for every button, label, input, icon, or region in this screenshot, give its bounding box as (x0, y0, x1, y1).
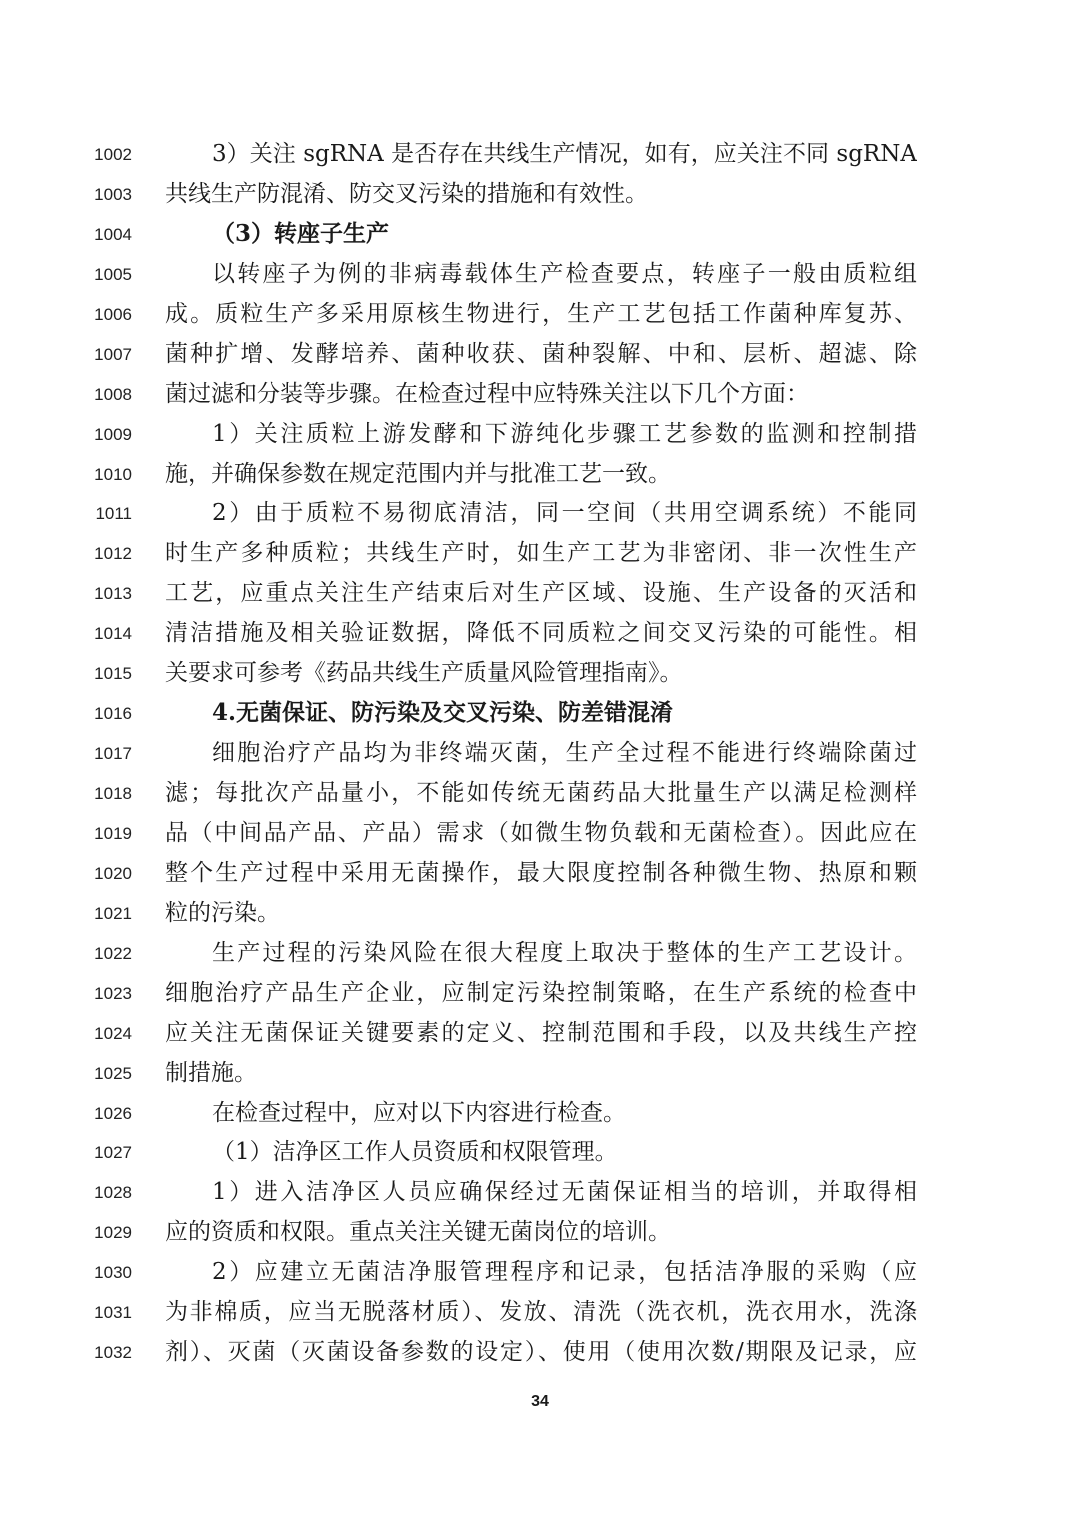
document-line (0, 1015, 1080, 1055)
line-number: 1030 (94, 1263, 132, 1283)
line-text: 关要求可参考《药品共线生产质量风险管理指南》。 (165, 660, 683, 687)
line-text: 清洁措施及相关验证数据，降低不同质粒之间交叉污染的可能性。相 (165, 620, 917, 647)
document-line (0, 615, 1080, 655)
page-number: 34 (531, 1393, 549, 1410)
document-line (0, 575, 1080, 615)
document-line (0, 855, 1080, 895)
document-line (0, 935, 1080, 975)
document-line (0, 695, 1080, 735)
document-line (0, 416, 1080, 456)
document-line (0, 495, 1080, 535)
document-line (0, 535, 1080, 575)
document-line (0, 775, 1080, 815)
line-text: 时生产多种质粒；共线生产时，如生产工艺为非密闭、非一次性生产 (165, 540, 917, 567)
line-number: 1010 (94, 464, 132, 484)
section-heading: （3）转座子生产 (212, 219, 390, 247)
line-text: 细胞治疗产品生产企业，应制定污染控制策略，在生产系统的检查中 (165, 979, 917, 1006)
document-line (0, 1095, 1080, 1135)
line-text: 施，并确保参数在规定范围内并与批准工艺一致。 (165, 460, 671, 487)
line-text: 工艺，应重点关注生产结束后对生产区域、设施、生产设备的灭活和 (165, 580, 917, 607)
document-line (0, 975, 1080, 1015)
line-text: 3）关注 sgRNA 是否存在共线生产情况，如有，应关注不同 sgRNA (212, 141, 917, 167)
line-number: 1015 (94, 664, 132, 684)
line-number: 1006 (94, 304, 132, 324)
line-number: 1007 (94, 344, 132, 364)
line-text: 滤；每批次产品量小，不能如传统无菌药品大批量生产以满足检测样 (165, 780, 917, 806)
document-line (0, 1254, 1080, 1294)
line-number: 1032 (94, 1343, 132, 1363)
line-text: 应关注无菌保证关键要素的定义、控制范围和手段，以及共线生产控 (165, 1019, 917, 1046)
document-line (0, 1334, 1080, 1374)
line-text: 整个生产过程中采用无菌操作，最大限度控制各种微生物、热原和颗 (165, 859, 917, 886)
line-text: 成。质粒生产多采用原核生物进行，生产工艺包括工作菌种库复苏、 (165, 300, 917, 327)
line-number: 1031 (94, 1303, 132, 1323)
line-text: 应的资质和权限。重点关注关键无菌岗位的培训。 (165, 1219, 671, 1246)
document-line (0, 1214, 1080, 1254)
document-line (0, 1294, 1080, 1334)
document-line (0, 216, 1080, 256)
line-number: 1025 (94, 1063, 132, 1083)
line-text: 以转座子为例的非病毒载体生产检查要点，转座子一般由质粒组 (212, 260, 917, 287)
line-number: 1003 (94, 184, 132, 204)
line-number: 1024 (94, 1023, 132, 1043)
line-text: （1）洁净区工作人员资质和权限管理。 (212, 1139, 618, 1166)
line-number: 1009 (94, 424, 132, 444)
line-text: 1）进入洁净区人员应确保经过无菌保证相当的培训，并取得相 (212, 1179, 917, 1206)
line-text: 菌种扩增、发酵培养、菌种收获、菌种裂解、中和、层析、超滤、除 (165, 340, 917, 367)
line-number: 1018 (94, 784, 132, 803)
document-line (0, 735, 1080, 775)
line-number: 1008 (94, 384, 132, 404)
document-line (0, 376, 1080, 416)
line-number: 1012 (94, 544, 132, 564)
line-text: 制措施。 (165, 1059, 257, 1086)
line-text: 生产过程的污染风险在很大程度上取决于整体的生产工艺设计。 (212, 939, 917, 966)
document-line (0, 1055, 1080, 1095)
line-text: 为非棉质，应当无脱落材质）、发放、清洗（洗衣机，洗衣用水，洗涤 (165, 1299, 917, 1326)
line-text: 1）关注质粒上游发酵和下游纯化步骤工艺参数的监测和控制措 (212, 420, 917, 447)
document-line (0, 895, 1080, 935)
document-line (0, 296, 1080, 336)
line-number: 1021 (94, 903, 132, 923)
line-text: 2）由于质粒不易彻底清洁，同一空间（共用空调系统）不能同 (212, 500, 917, 527)
line-number: 1019 (94, 823, 132, 843)
document-line (0, 815, 1080, 855)
line-number: 1011 (95, 504, 132, 524)
line-text: 2）应建立无菌洁净服管理程序和记录，包括洁净服的采购（应 (212, 1259, 917, 1286)
line-number: 1022 (94, 943, 132, 963)
line-number: 1016 (94, 704, 132, 724)
line-number: 1029 (94, 1223, 132, 1243)
line-number: 1027 (94, 1143, 132, 1163)
line-number: 1005 (94, 264, 132, 284)
document-line (0, 456, 1080, 496)
line-text: 菌过滤和分装等步骤。在检查过程中应特殊关注以下几个方面： (165, 380, 809, 407)
line-text: 品（中间品产品、产品）需求（如微生物负载和无菌检查）。因此应在 (165, 819, 917, 846)
line-number: 1028 (94, 1183, 132, 1203)
line-text: 在检查过程中，应对以下内容进行检查。 (212, 1099, 626, 1126)
document-body (0, 136, 1080, 1374)
line-number: 1017 (94, 744, 132, 764)
document-line (0, 176, 1080, 216)
line-text: 共线生产防混淆、防交叉污染的措施和有效性。 (165, 180, 648, 207)
document-line (0, 1134, 1080, 1174)
line-text: 剂）、灭菌（灭菌设备参数的设定）、使用（使用次数/期限及记录，应 (165, 1339, 917, 1366)
line-number: 1026 (94, 1103, 132, 1123)
line-number: 1023 (94, 983, 132, 1003)
line-text: 粒的污染。 (165, 899, 280, 926)
document-line (0, 336, 1080, 376)
section-heading: 4.无菌保证、防污染及交叉污染、防差错混淆 (212, 699, 674, 727)
document-line (0, 136, 1080, 176)
document-line (0, 1174, 1080, 1214)
line-number: 1002 (94, 145, 132, 164)
line-number: 1014 (94, 624, 132, 644)
document-line (0, 256, 1080, 296)
line-text: 细胞治疗产品均为非终端灭菌，生产全过程不能进行终端除菌过 (212, 740, 917, 767)
line-number: 1020 (94, 863, 132, 883)
document-line (0, 655, 1080, 695)
line-number: 1004 (94, 224, 132, 244)
line-number: 1013 (94, 584, 132, 604)
